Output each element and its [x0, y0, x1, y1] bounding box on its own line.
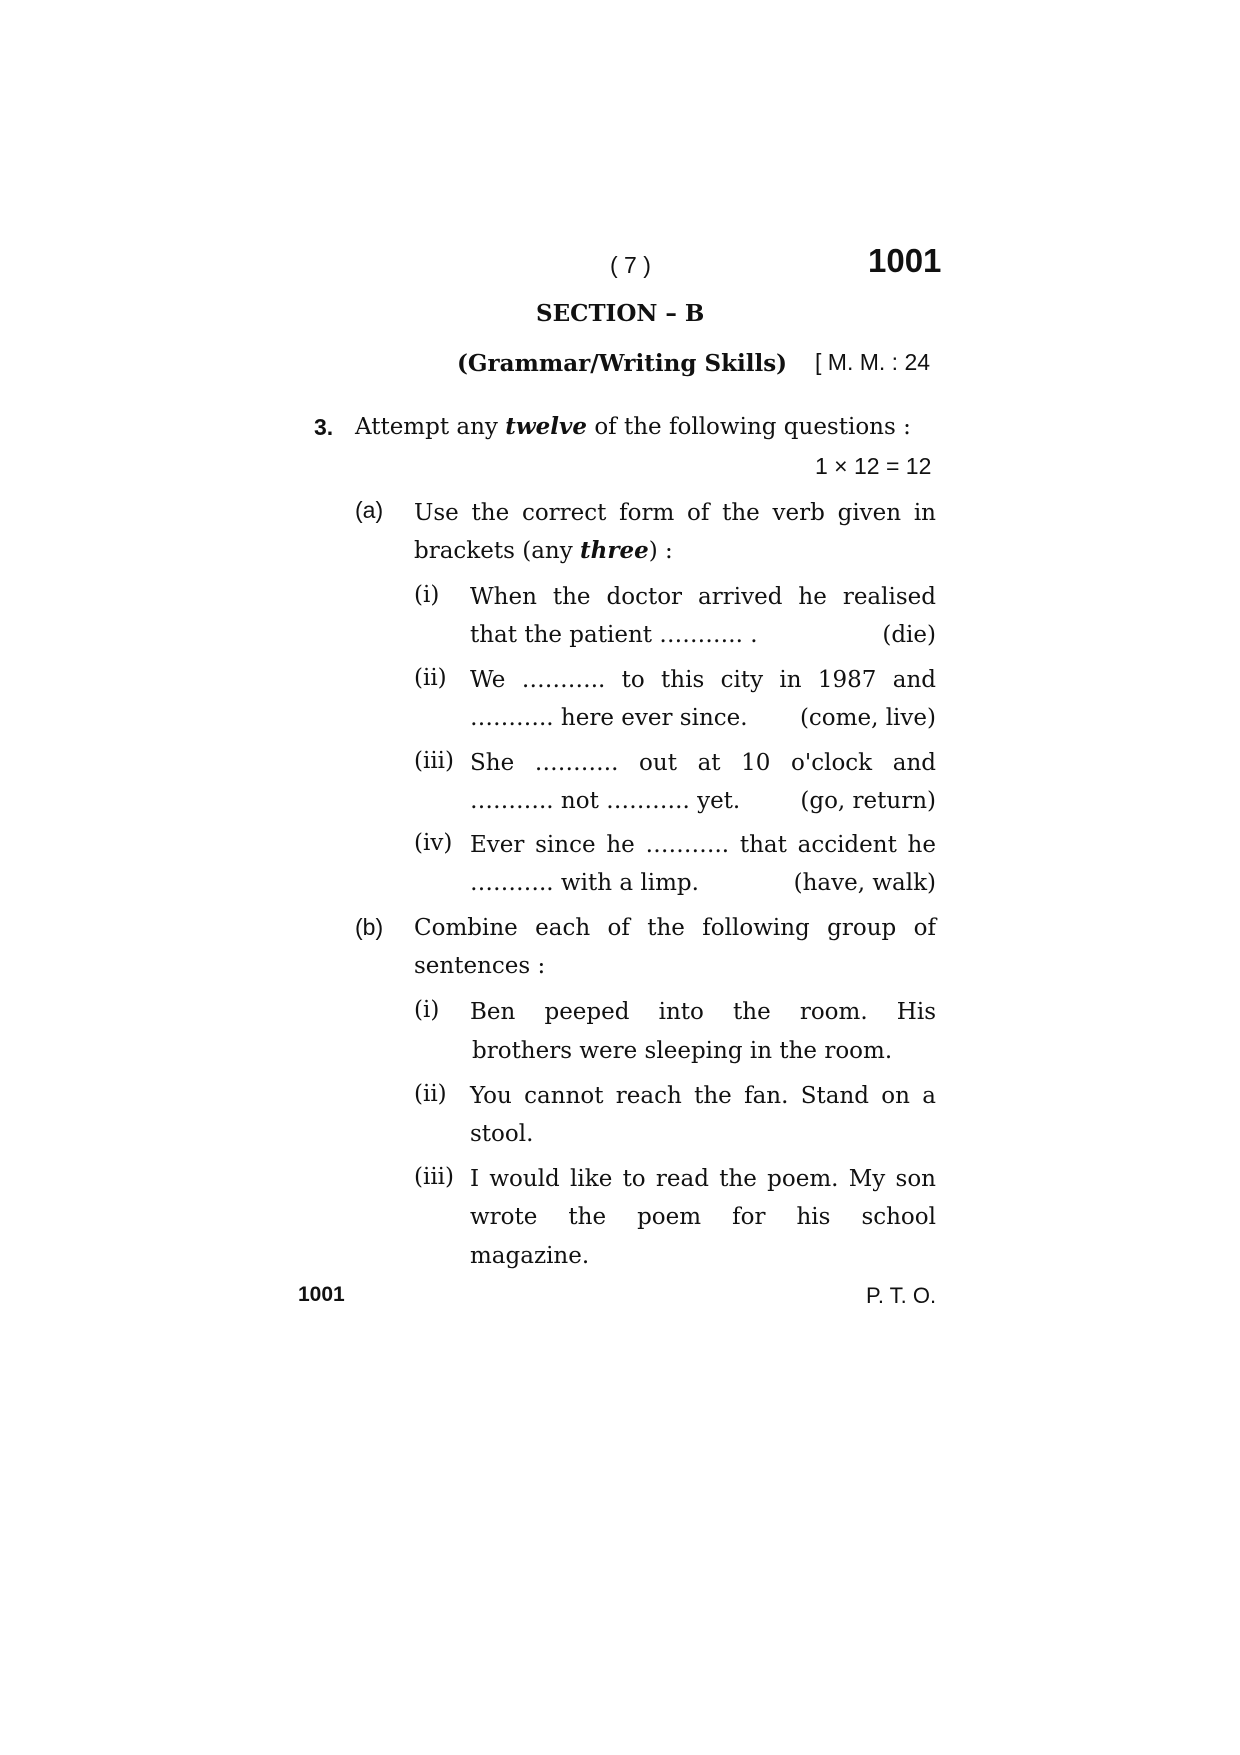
item-label: (iv)	[414, 830, 453, 856]
item-line-with-hint	[470, 864, 936, 902]
verb-hint: (go, return)	[800, 788, 936, 814]
instruction-emphasis: twelve	[505, 413, 588, 440]
part-a-text-after: ) :	[648, 538, 673, 564]
item-line: stool.	[470, 1121, 534, 1147]
item-line: We ……….. to this city in 1987 and	[470, 667, 936, 693]
question-instruction	[355, 413, 911, 440]
part-b-instruction: Combine each of the following group of sentences :	[414, 915, 936, 979]
verb-hint: (come, live)	[799, 705, 936, 731]
item-label: (iii)	[414, 1164, 455, 1190]
item-label: (i)	[414, 582, 440, 608]
item-text: ……….. with a limp.	[470, 870, 699, 896]
item-line: brothers were sleeping in the room.	[472, 1038, 893, 1064]
part-a-instruction	[414, 494, 936, 570]
paper-code-footer: 1001	[298, 1283, 345, 1306]
item-line: Ever since he ……….. that accident he	[470, 832, 936, 858]
item-line-with-hint	[470, 616, 936, 654]
instruction-text-before: Attempt any	[355, 414, 506, 440]
maximum-marks: [ M. M. : 24	[815, 349, 931, 375]
question-number: 3.	[314, 414, 334, 440]
section-subtitle: (Grammar/Writing Skills)	[457, 350, 788, 377]
item-line: wrote the poem for his school	[470, 1204, 936, 1230]
part-a-emphasis: three	[580, 537, 649, 564]
section-heading: SECTION – B	[536, 300, 705, 327]
item-text: that the patient ……….. .	[470, 622, 758, 648]
verb-hint: (have, walk)	[793, 870, 936, 896]
item-label: (ii)	[414, 1081, 447, 1107]
item-line: When the doctor arrived he realised	[470, 584, 936, 610]
item-text: ……….. here ever since.	[470, 705, 748, 731]
item-text: ……….. not ……….. yet.	[470, 788, 741, 814]
part-a-label: (a)	[355, 497, 384, 523]
item-line-with-hint	[470, 782, 936, 820]
item-line: You cannot reach the fan. Stand on a	[470, 1083, 936, 1109]
item-label: (i)	[414, 997, 440, 1023]
item-line: Ben peeped into the room. His	[470, 999, 936, 1025]
question-marks: 1 × 12 = 12	[815, 453, 932, 479]
please-turn-over: P. T. O.	[866, 1283, 937, 1308]
paper-code-header: 1001	[868, 242, 942, 279]
part-a-text-before: Use the correct form of the verb given in brackets (any	[414, 500, 936, 564]
item-line: magazine.	[470, 1243, 590, 1269]
item-line: I would like to read the poem. My son	[470, 1166, 936, 1192]
item-label: (iii)	[414, 748, 455, 774]
item-line-with-hint	[470, 699, 936, 737]
item-line: She ……….. out at 10 o'clock and	[470, 750, 936, 776]
part-b-label: (b)	[355, 914, 384, 940]
item-label: (ii)	[414, 665, 447, 691]
instruction-text-after: of the following questions :	[587, 414, 911, 440]
verb-hint: (die)	[882, 622, 936, 648]
page-number: ( 7 )	[610, 252, 651, 278]
